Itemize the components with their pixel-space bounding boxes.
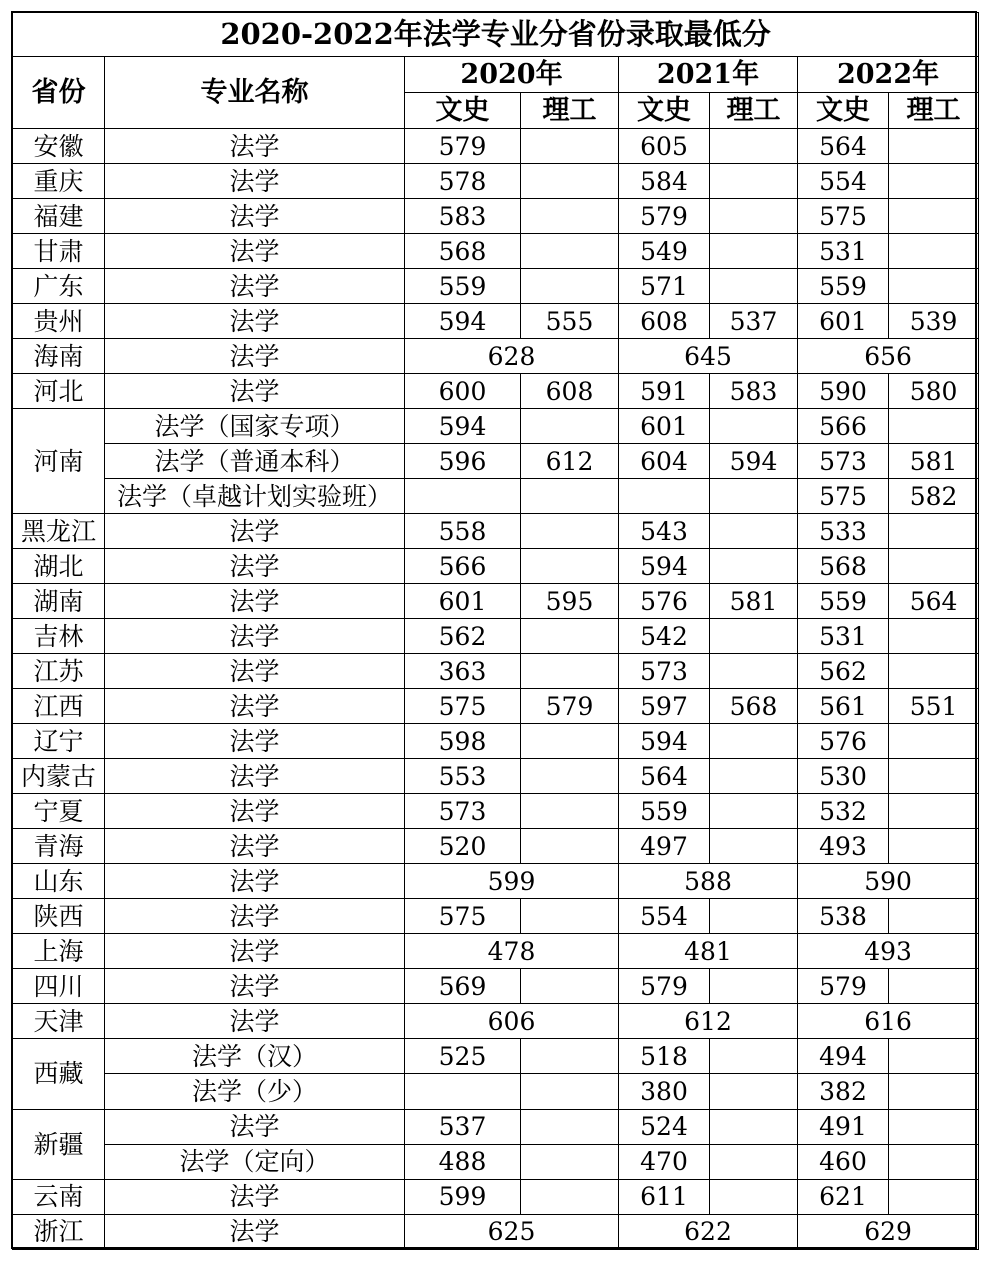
table-row — [13, 864, 979, 899]
major-cell: 法学 — [105, 689, 405, 724]
major-cell: 法学 — [105, 934, 405, 969]
header-2021-science: 理工 — [710, 93, 798, 129]
score-2020-arts: 566 — [405, 549, 521, 584]
province-cell: 云南 — [13, 1179, 105, 1214]
score-2022-science — [889, 619, 979, 654]
score-2021-arts: 564 — [619, 759, 710, 794]
score-2020-science — [521, 724, 619, 759]
score-2022-arts: 494 — [798, 1039, 889, 1074]
score-2021-arts: 608 — [619, 304, 710, 339]
major-cell: 法学 — [105, 234, 405, 269]
score-2021-science — [710, 549, 798, 584]
score-2020-arts: 363 — [405, 654, 521, 689]
score-2020-arts: 594 — [405, 304, 521, 339]
score-2021-arts: 604 — [619, 444, 710, 479]
major-cell: 法学 — [105, 269, 405, 304]
score-2021-arts: 497 — [619, 829, 710, 864]
score-2020-arts: 583 — [405, 199, 521, 234]
header-2022-science: 理工 — [889, 93, 979, 129]
score-2021-arts: 542 — [619, 619, 710, 654]
score-2022-arts: 559 — [798, 269, 889, 304]
table-row — [13, 304, 979, 339]
table-row — [13, 479, 979, 514]
header-year-2020: 2020年 — [405, 57, 619, 93]
major-cell: 法学 — [105, 759, 405, 794]
score-2022-arts: 382 — [798, 1074, 889, 1109]
score-2022-combined: 656 — [798, 339, 979, 374]
major-cell: 法学 — [105, 794, 405, 829]
score-2020-science — [521, 969, 619, 1004]
score-2020-arts: 573 — [405, 794, 521, 829]
province-cell: 甘肃 — [13, 234, 105, 269]
score-2021-science — [710, 1109, 798, 1144]
score-2022-combined: 616 — [798, 1004, 979, 1039]
score-2021-arts: 579 — [619, 969, 710, 1004]
score-2020-arts: 601 — [405, 584, 521, 619]
table-row — [13, 234, 979, 269]
province-cell: 重庆 — [13, 164, 105, 199]
major-cell: 法学 — [105, 864, 405, 899]
score-2021-combined: 588 — [619, 864, 798, 899]
major-cell: 法学 — [105, 549, 405, 584]
score-2020-science — [521, 1144, 619, 1179]
score-2021-combined: 645 — [619, 339, 798, 374]
score-2021-combined: 612 — [619, 1004, 798, 1039]
score-2022-arts: 576 — [798, 724, 889, 759]
table-row — [13, 619, 979, 654]
table-row — [13, 934, 979, 969]
major-cell: 法学 — [105, 724, 405, 759]
province-cell: 山东 — [13, 864, 105, 899]
score-2021-arts: 601 — [619, 409, 710, 444]
score-2022-arts: 532 — [798, 794, 889, 829]
score-2022-arts: 579 — [798, 969, 889, 1004]
score-2022-arts: 566 — [798, 409, 889, 444]
score-2022-science — [889, 269, 979, 304]
province-cell: 青海 — [13, 829, 105, 864]
score-2021-arts: 594 — [619, 549, 710, 584]
score-2020-arts — [405, 1074, 521, 1109]
header-year-2022: 2022年 — [798, 57, 979, 93]
score-2021-science: 581 — [710, 584, 798, 619]
score-2020-arts: 562 — [405, 619, 521, 654]
score-2020-science — [521, 1179, 619, 1214]
score-2020-combined: 599 — [405, 864, 619, 899]
score-2020-arts: 575 — [405, 689, 521, 724]
major-cell: 法学 — [105, 339, 405, 374]
province-cell: 江苏 — [13, 654, 105, 689]
major-cell: 法学 — [105, 374, 405, 409]
score-2020-combined: 625 — [405, 1214, 619, 1249]
score-2022-arts: 530 — [798, 759, 889, 794]
score-2022-science: 580 — [889, 374, 979, 409]
score-2022-science — [889, 1074, 979, 1109]
score-2020-arts: 488 — [405, 1144, 521, 1179]
table-row — [13, 584, 979, 619]
province-cell: 海南 — [13, 339, 105, 374]
province-cell: 陕西 — [13, 899, 105, 934]
score-2020-arts: 594 — [405, 409, 521, 444]
score-2021-arts: 543 — [619, 514, 710, 549]
score-2020-arts: 569 — [405, 969, 521, 1004]
score-2020-science — [521, 479, 619, 514]
score-2021-science — [710, 969, 798, 1004]
score-2022-arts: 590 — [798, 374, 889, 409]
score-2022-science — [889, 1179, 979, 1214]
table-row — [13, 514, 979, 549]
score-2022-science — [889, 899, 979, 934]
score-2022-arts: 601 — [798, 304, 889, 339]
score-2022-science — [889, 1144, 979, 1179]
score-2020-science — [521, 409, 619, 444]
score-2021-science — [710, 759, 798, 794]
score-2020-science — [521, 899, 619, 934]
major-cell: 法学 — [105, 829, 405, 864]
province-cell: 湖北 — [13, 549, 105, 584]
score-2022-science — [889, 1039, 979, 1074]
score-2020-combined: 478 — [405, 934, 619, 969]
table-row — [13, 339, 979, 374]
table-row — [13, 164, 979, 199]
score-2020-arts: 525 — [405, 1039, 521, 1074]
score-2020-arts: 579 — [405, 129, 521, 164]
major-cell: 法学 — [105, 304, 405, 339]
score-2021-arts: 584 — [619, 164, 710, 199]
score-2021-science — [710, 479, 798, 514]
province-cell: 宁夏 — [13, 794, 105, 829]
major-cell: 法学 — [105, 619, 405, 654]
score-2020-arts: 600 — [405, 374, 521, 409]
score-2022-science: 539 — [889, 304, 979, 339]
score-2020-arts: 559 — [405, 269, 521, 304]
major-cell: 法学 — [105, 1004, 405, 1039]
score-2022-science — [889, 654, 979, 689]
score-2022-combined: 629 — [798, 1214, 979, 1249]
score-2021-science — [710, 829, 798, 864]
score-2022-arts: 564 — [798, 129, 889, 164]
score-2022-arts: 531 — [798, 619, 889, 654]
score-2022-arts: 575 — [798, 199, 889, 234]
score-2021-science: 568 — [710, 689, 798, 724]
score-2022-science — [889, 759, 979, 794]
major-cell: 法学（普通本科） — [105, 444, 405, 479]
table-row — [13, 409, 979, 444]
province-cell: 福建 — [13, 199, 105, 234]
score-2021-science — [710, 409, 798, 444]
table-row — [13, 689, 979, 724]
score-2020-science: 555 — [521, 304, 619, 339]
major-cell: 法学（汉） — [105, 1039, 405, 1074]
score-2020-science: 579 — [521, 689, 619, 724]
score-2022-science — [889, 969, 979, 1004]
major-cell: 法学 — [105, 654, 405, 689]
table-row — [13, 794, 979, 829]
province-cell: 广东 — [13, 269, 105, 304]
score-2021-arts: 579 — [619, 199, 710, 234]
score-2022-science — [889, 549, 979, 584]
score-2021-science — [710, 619, 798, 654]
score-2021-arts: 611 — [619, 1179, 710, 1214]
score-2022-science — [889, 724, 979, 759]
score-2022-science: 564 — [889, 584, 979, 619]
score-2020-science — [521, 234, 619, 269]
score-2021-arts — [619, 479, 710, 514]
score-2020-science — [521, 654, 619, 689]
province-cell: 新疆 — [13, 1109, 105, 1179]
score-2020-science: 608 — [521, 374, 619, 409]
score-2021-arts: 573 — [619, 654, 710, 689]
province-cell: 湖南 — [13, 584, 105, 619]
score-2020-combined: 628 — [405, 339, 619, 374]
score-2020-science: 595 — [521, 584, 619, 619]
province-cell: 辽宁 — [13, 724, 105, 759]
admission-score-table — [12, 12, 979, 1250]
score-2020-science — [521, 829, 619, 864]
header-year-2021: 2021年 — [619, 57, 798, 93]
table-row — [13, 899, 979, 934]
score-2022-arts: 491 — [798, 1109, 889, 1144]
score-2021-science — [710, 514, 798, 549]
score-2022-arts: 531 — [798, 234, 889, 269]
score-2020-science — [521, 1109, 619, 1144]
score-2020-science — [521, 759, 619, 794]
score-2022-science — [889, 794, 979, 829]
score-2020-arts: 599 — [405, 1179, 521, 1214]
table-row — [13, 1109, 979, 1144]
score-2020-arts: 553 — [405, 759, 521, 794]
table-row — [13, 199, 979, 234]
table-row — [13, 1144, 979, 1179]
major-cell: 法学 — [105, 584, 405, 619]
score-2021-science — [710, 1179, 798, 1214]
province-cell: 西藏 — [13, 1039, 105, 1109]
header-2022-arts: 文史 — [798, 93, 889, 129]
province-cell: 上海 — [13, 934, 105, 969]
major-cell: 法学 — [105, 1179, 405, 1214]
header-2020-science: 理工 — [521, 93, 619, 129]
score-2020-science — [521, 1074, 619, 1109]
table-row — [13, 374, 979, 409]
score-2020-arts: 558 — [405, 514, 521, 549]
major-cell: 法学 — [105, 514, 405, 549]
header-province: 省份 — [13, 57, 105, 129]
score-2021-arts: 597 — [619, 689, 710, 724]
score-2022-science — [889, 409, 979, 444]
score-2022-arts: 573 — [798, 444, 889, 479]
score-2020-science — [521, 1039, 619, 1074]
major-cell: 法学（国家专项） — [105, 409, 405, 444]
score-2022-science: 581 — [889, 444, 979, 479]
score-2021-science — [710, 794, 798, 829]
major-cell: 法学（卓越计划实验班） — [105, 479, 405, 514]
score-2021-arts: 554 — [619, 899, 710, 934]
score-2021-science — [710, 199, 798, 234]
score-2021-science — [710, 654, 798, 689]
province-cell: 江西 — [13, 689, 105, 724]
score-2021-arts: 571 — [619, 269, 710, 304]
score-2020-science — [521, 199, 619, 234]
score-2022-arts: 559 — [798, 584, 889, 619]
score-2022-arts: 493 — [798, 829, 889, 864]
score-2021-science — [710, 129, 798, 164]
score-2022-science — [889, 129, 979, 164]
score-2022-arts: 561 — [798, 689, 889, 724]
score-2022-arts: 621 — [798, 1179, 889, 1214]
province-cell: 吉林 — [13, 619, 105, 654]
score-2021-combined: 622 — [619, 1214, 798, 1249]
score-2020-arts: 578 — [405, 164, 521, 199]
score-2022-combined: 590 — [798, 864, 979, 899]
score-2020-arts: 537 — [405, 1109, 521, 1144]
table-row — [13, 1004, 979, 1039]
score-2022-arts: 575 — [798, 479, 889, 514]
province-cell: 贵州 — [13, 304, 105, 339]
score-2020-arts: 575 — [405, 899, 521, 934]
score-2021-arts: 576 — [619, 584, 710, 619]
score-2020-arts — [405, 479, 521, 514]
score-2021-science: 594 — [710, 444, 798, 479]
score-2022-arts: 460 — [798, 1144, 889, 1179]
score-2022-arts: 538 — [798, 899, 889, 934]
province-cell: 内蒙古 — [13, 759, 105, 794]
score-2021-arts: 524 — [619, 1109, 710, 1144]
major-cell: 法学 — [105, 129, 405, 164]
score-2022-combined: 493 — [798, 934, 979, 969]
score-2021-science — [710, 164, 798, 199]
score-2021-science — [710, 234, 798, 269]
score-2022-science — [889, 234, 979, 269]
table-row — [13, 1074, 979, 1109]
score-2021-arts: 518 — [619, 1039, 710, 1074]
major-cell: 法学 — [105, 199, 405, 234]
header-major: 专业名称 — [105, 57, 405, 129]
score-2020-arts: 596 — [405, 444, 521, 479]
table-row — [13, 829, 979, 864]
score-2021-arts: 594 — [619, 724, 710, 759]
score-2020-arts: 598 — [405, 724, 521, 759]
score-2021-combined: 481 — [619, 934, 798, 969]
major-cell: 法学 — [105, 1214, 405, 1249]
score-2022-arts: 568 — [798, 549, 889, 584]
score-2020-science — [521, 794, 619, 829]
major-cell: 法学 — [105, 1109, 405, 1144]
score-2021-science: 537 — [710, 304, 798, 339]
score-2021-arts: 470 — [619, 1144, 710, 1179]
score-2022-science: 582 — [889, 479, 979, 514]
table-row — [13, 1214, 979, 1249]
major-cell: 法学 — [105, 164, 405, 199]
table-row — [13, 654, 979, 689]
score-2022-arts: 533 — [798, 514, 889, 549]
table-row — [13, 129, 979, 164]
score-2021-arts: 591 — [619, 374, 710, 409]
score-2022-science — [889, 199, 979, 234]
score-2021-arts: 380 — [619, 1074, 710, 1109]
major-cell: 法学 — [105, 969, 405, 1004]
score-2021-arts: 559 — [619, 794, 710, 829]
header-2020-arts: 文史 — [405, 93, 521, 129]
score-2022-arts: 554 — [798, 164, 889, 199]
score-2021-arts: 605 — [619, 129, 710, 164]
score-2020-combined: 606 — [405, 1004, 619, 1039]
score-2021-arts: 549 — [619, 234, 710, 269]
score-2020-science — [521, 549, 619, 584]
table-row — [13, 444, 979, 479]
score-2020-science — [521, 164, 619, 199]
score-2022-science: 551 — [889, 689, 979, 724]
score-2022-science — [889, 829, 979, 864]
table-row — [13, 1179, 979, 1214]
province-cell: 黑龙江 — [13, 514, 105, 549]
table-row — [13, 724, 979, 759]
score-2021-science — [710, 1039, 798, 1074]
table-row — [13, 269, 979, 304]
score-2021-science — [710, 899, 798, 934]
score-2022-science — [889, 164, 979, 199]
score-2022-science — [889, 1109, 979, 1144]
province-cell: 安徽 — [13, 129, 105, 164]
major-cell: 法学（少） — [105, 1074, 405, 1109]
score-2020-science — [521, 619, 619, 654]
province-cell: 天津 — [13, 1004, 105, 1039]
province-cell: 河北 — [13, 374, 105, 409]
table-row — [13, 759, 979, 794]
score-2021-science — [710, 1074, 798, 1109]
table-title: 2020-2022年法学专业分省份录取最低分 — [13, 13, 979, 57]
score-2020-science — [521, 269, 619, 304]
score-2020-arts: 568 — [405, 234, 521, 269]
major-cell: 法学 — [105, 899, 405, 934]
score-2020-science — [521, 129, 619, 164]
table-row — [13, 1039, 979, 1074]
table-row — [13, 969, 979, 1004]
score-2021-science — [710, 269, 798, 304]
score-2020-science — [521, 514, 619, 549]
province-cell: 河南 — [13, 409, 105, 514]
province-cell: 四川 — [13, 969, 105, 1004]
score-2020-science: 612 — [521, 444, 619, 479]
province-cell: 浙江 — [13, 1214, 105, 1249]
score-2021-science — [710, 1144, 798, 1179]
score-2021-science: 583 — [710, 374, 798, 409]
major-cell: 法学（定向） — [105, 1144, 405, 1179]
score-2022-arts: 562 — [798, 654, 889, 689]
header-2021-arts: 文史 — [619, 93, 710, 129]
table-row — [13, 549, 979, 584]
score-2022-science — [889, 514, 979, 549]
score-2021-science — [710, 724, 798, 759]
score-2020-arts: 520 — [405, 829, 521, 864]
